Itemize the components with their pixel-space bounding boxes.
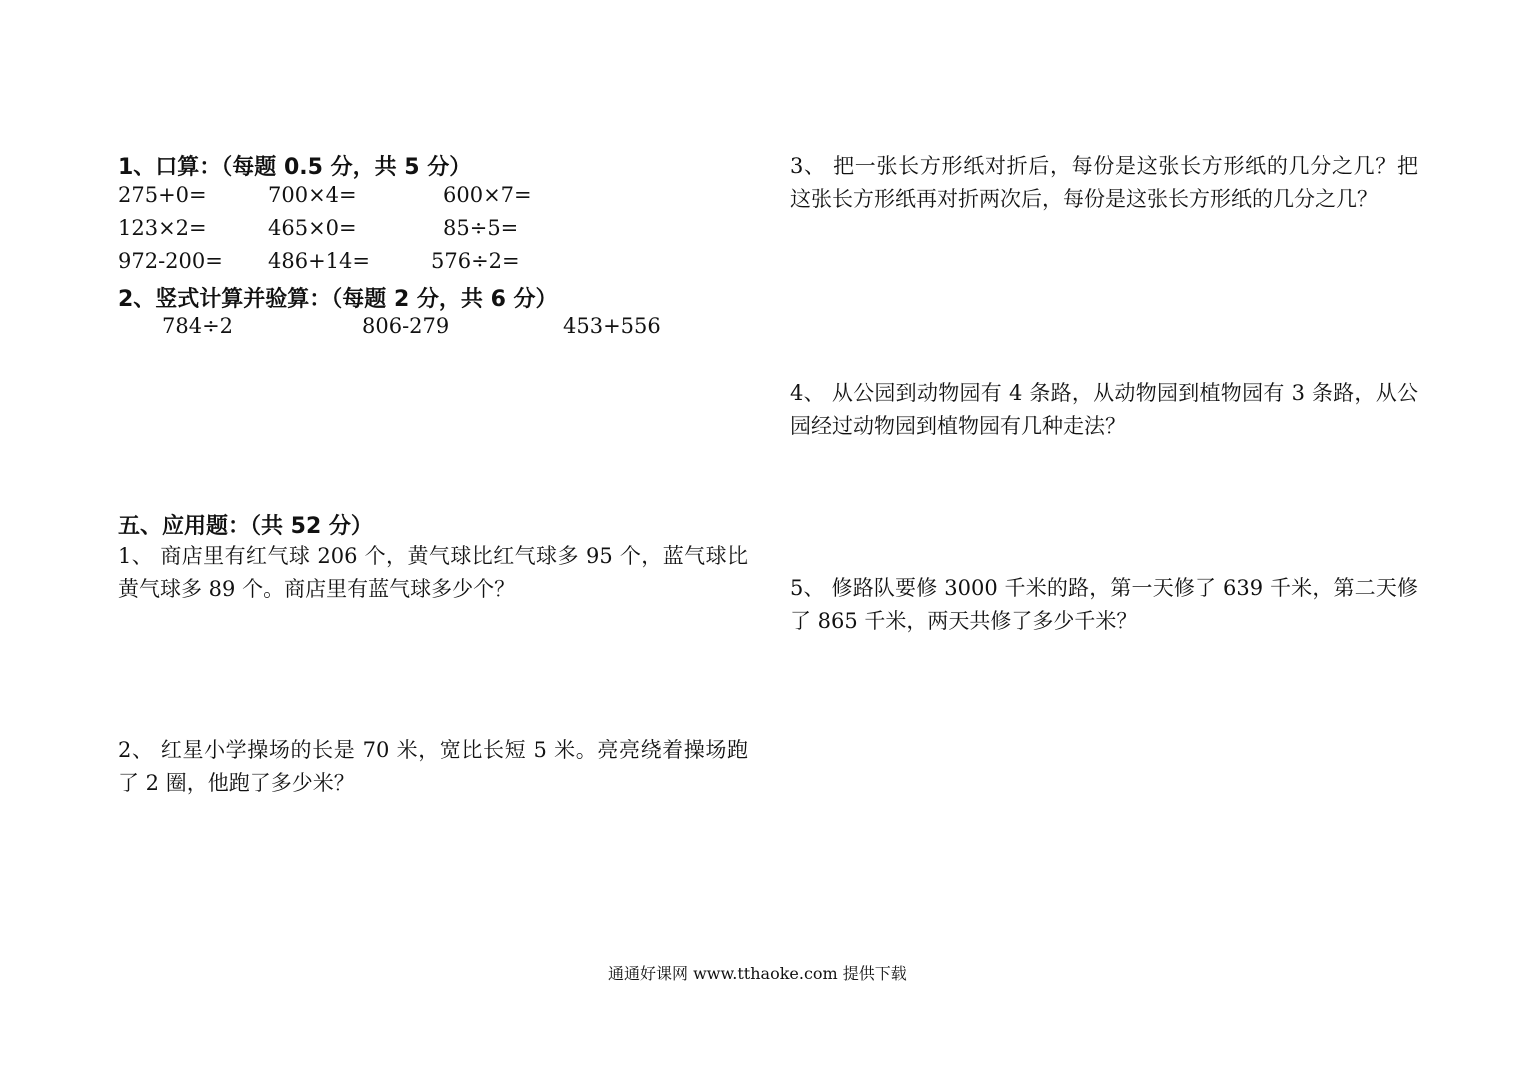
oral-calc-item: 972-200= <box>118 249 223 273</box>
question-2: 2、 红星小学操场的长是 70 米，宽比长短 5 米。亮亮绕着操场跑了 2 圈，他跑了多少米？ <box>118 738 748 795</box>
oral-calc-item: 85÷5= <box>443 216 519 240</box>
oral-calc-item: 600×7= <box>443 183 532 207</box>
vertical-calc-item: 453+556 <box>563 314 661 338</box>
oral-calc-item: 465×0= <box>268 216 357 240</box>
question-5: 5、 修路队要修 3000 千米的路，第一天修了 639 千米，第二天修了 865 千米，两天共修了多少千米？ <box>790 576 1418 633</box>
footer-credit: 通通好课网 www.tthaoke.com 提供下载 <box>608 964 907 983</box>
vertical-calc-item: 806-279 <box>362 314 450 338</box>
section1-title: 1、口算：（每题 0.5 分，共 5 分） <box>118 155 472 180</box>
question-4: 4、 从公园到动物园有 4 条路，从动物园到植物园有 3 条路，从公园经过动物园到植物园有几种走法？ <box>790 381 1418 438</box>
oral-calc-item: 700×4= <box>268 183 357 207</box>
oral-calc-item: 486+14= <box>268 249 370 273</box>
section5-title: 五、应用题：（共 52 分） <box>118 514 373 539</box>
question-3: 3、 把一张长方形纸对折后，每份是这张长方形纸的几分之几？把这张长方形纸再对折两次后，每份是这张长方形纸的几分之几？ <box>790 154 1418 211</box>
oral-calc-item: 275+0= <box>118 183 207 207</box>
oral-calc-item: 123×2= <box>118 216 207 240</box>
vertical-calc-item: 784÷2 <box>162 314 234 338</box>
oral-calc-item: 576÷2= <box>431 249 520 273</box>
question-1: 1、 商店里有红气球 206 个，黄气球比红气球多 95 个，蓝气球比黄气球多 89 个。商店里有蓝气球多少个？ <box>118 544 748 601</box>
section2-title: 2、竖式计算并验算：（每题 2 分，共 6 分） <box>118 287 558 312</box>
